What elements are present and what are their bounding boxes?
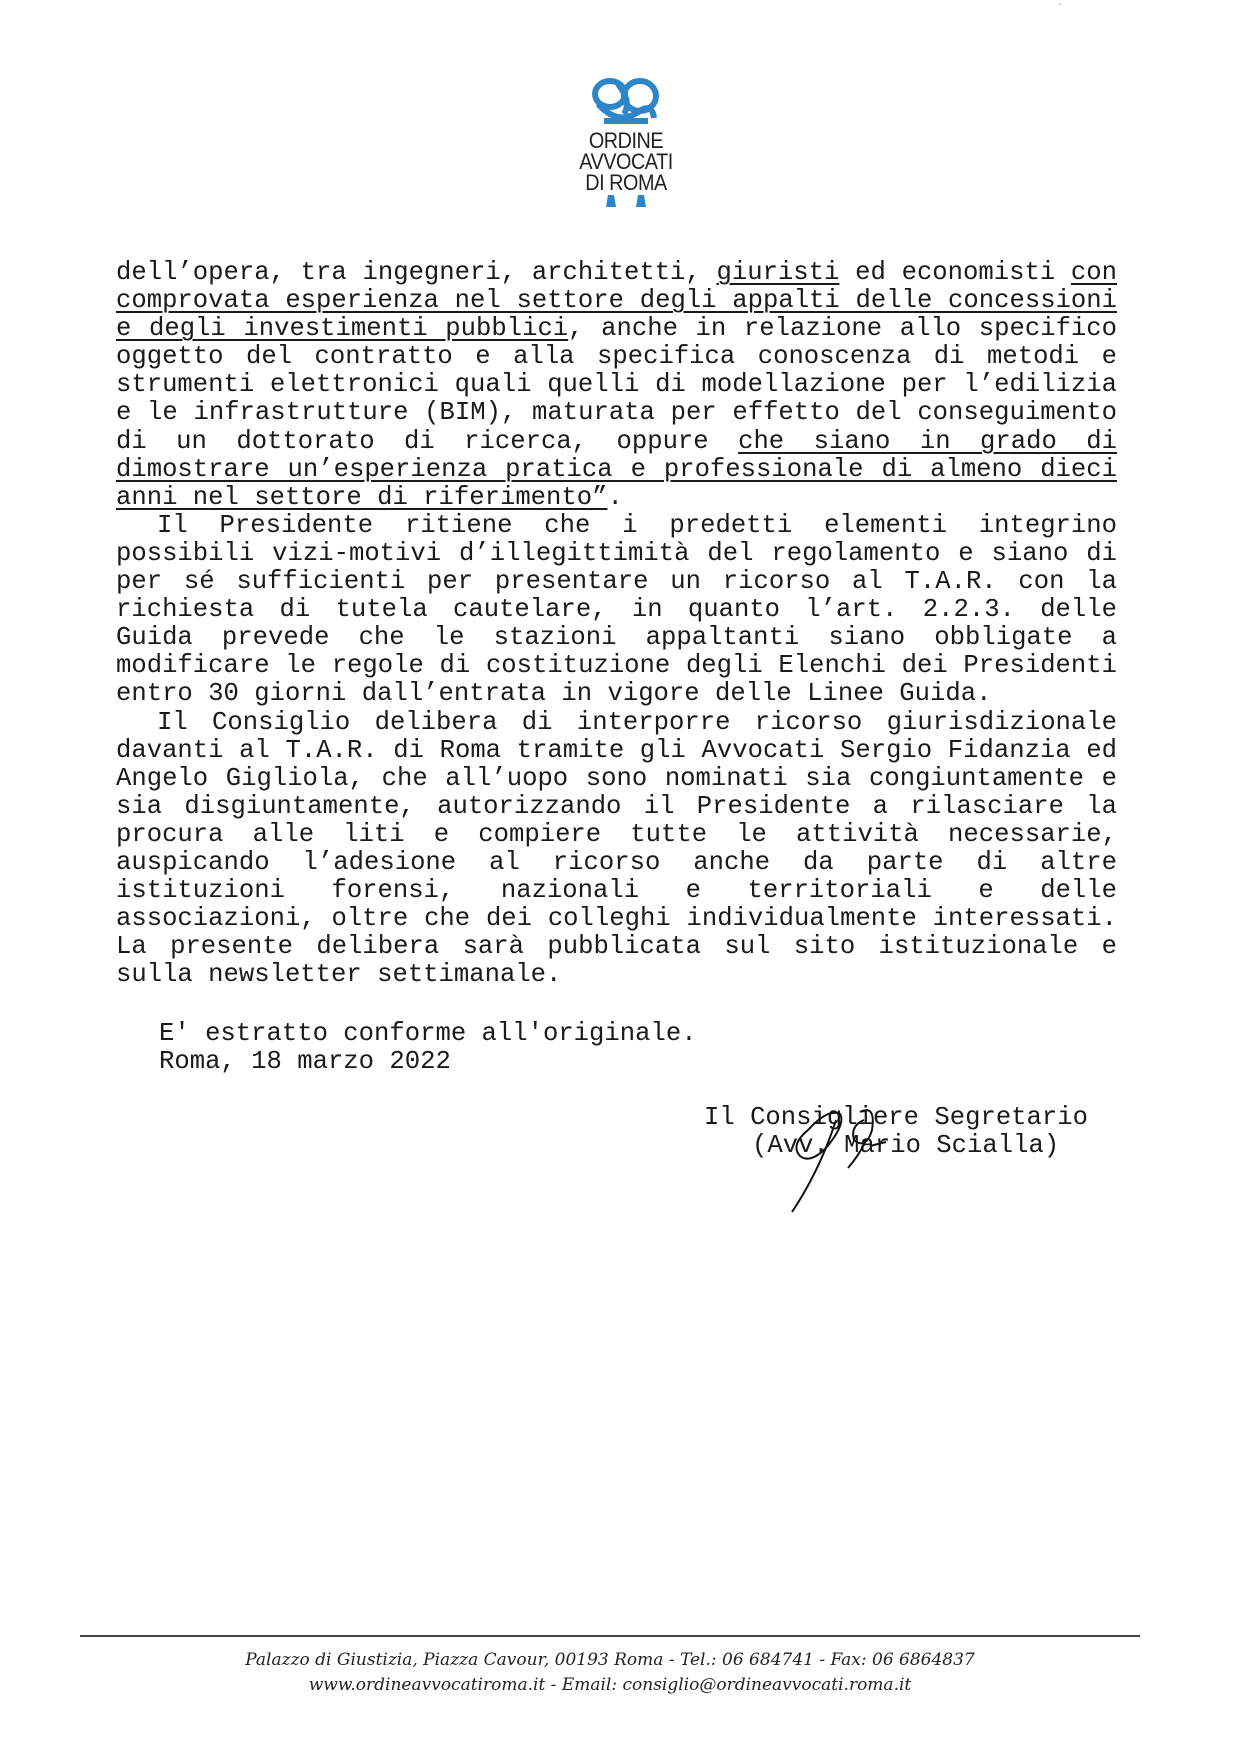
text-segment: davanti al T.A.R. di Roma tramite gli Avvocati Sergio Fidanzia ed xyxy=(116,736,1117,765)
footer-contacts: www.ordineavvocatiroma.it - Email: consiglio@ordineavvocati.roma.it xyxy=(308,1675,912,1695)
text-line xyxy=(116,821,1117,849)
text-line xyxy=(116,456,1117,484)
text-line xyxy=(116,343,1117,371)
text-segment: di un dottorato di ricerca, oppure xyxy=(116,427,739,456)
text-segment: strumenti elettronici quali quelli di modellazione per l’edilizia xyxy=(116,371,1117,400)
text-line xyxy=(116,905,1117,933)
certification-line: E' estratto conforme all'originale. xyxy=(159,1019,697,1048)
text-line xyxy=(116,568,1117,596)
text-line xyxy=(116,849,1117,877)
text-segment: possibili vizi-motivi d’illegittimità del regolamento e siano di xyxy=(116,539,1117,568)
document-body xyxy=(116,259,1117,989)
closing xyxy=(159,1020,697,1076)
text-segment: sia disgiuntamente, autorizzando il Presidente a rilasciare la xyxy=(116,792,1117,821)
text-segment: istituzioni forensi, nazionali e territoriali e delle xyxy=(116,877,1117,906)
text-segment: La presente delibera sarà pubblicata sul sito istituzionale e xyxy=(116,933,1117,962)
logo-line: ORDINE xyxy=(588,128,664,153)
place-date: Roma, 18 marzo 2022 xyxy=(159,1047,451,1077)
underlined-text: giuristi xyxy=(716,259,840,287)
text-line xyxy=(116,287,1117,315)
text-line xyxy=(116,793,1117,821)
underlined-text: comprovata esperienza nel settore degli appalti delle concessioni xyxy=(116,287,1117,316)
text-line xyxy=(116,259,1117,287)
text-segment: entro 30 giorni dall’entrata in vigore delle Linee Guida. xyxy=(116,679,992,709)
handwritten-signature xyxy=(780,1090,930,1220)
text-segment: , anche in relazione allo specifico xyxy=(568,315,1117,344)
text-line xyxy=(116,484,1117,512)
logo-line: DI ROMA xyxy=(585,170,667,195)
text-segment: procura alle liti e compiere tutte le attività necessarie, xyxy=(116,820,1117,849)
text-line xyxy=(116,428,1117,456)
scan-mark: ` xyxy=(1057,4,1064,15)
text-line xyxy=(116,877,1117,905)
text-segment: per sé sufficienti per presentare un ricorso al T.A.R. con la xyxy=(116,568,1117,597)
underlined-text: con xyxy=(1070,259,1117,287)
underlined-text: anni nel settore di riferimento” xyxy=(116,482,608,512)
text-segment: ed economisti xyxy=(839,259,1071,287)
text-line xyxy=(116,371,1117,399)
text-line xyxy=(116,596,1117,624)
text-line xyxy=(116,680,1117,708)
text-line xyxy=(116,737,1117,765)
underlined-text: che siano in grado di xyxy=(738,427,1117,456)
footer-divider xyxy=(80,1635,1140,1637)
logo-line: AVVOCATI xyxy=(579,149,673,174)
underlined-text: e degli investimenti pubblici xyxy=(116,315,569,344)
signatory-title: Il Consigliere Segretario xyxy=(704,1103,1088,1132)
text-segment: . xyxy=(607,482,623,512)
text-segment: richiesta di tutela cautelare, in quanto l’art. 2.2.3. delle xyxy=(116,596,1117,625)
text-line xyxy=(116,512,1117,540)
text-segment: associazioni, oltre che dei colleghi individualmente interessati. xyxy=(116,905,1117,934)
text-segment: Il Consiglio delibera di interporre ricorso giurisdizionale xyxy=(157,708,1117,737)
text-segment: dell’opera, tra ingegneri, architetti, xyxy=(116,259,717,287)
text-segment: auspicando l’adesione al ricorso anche da parte di altre xyxy=(116,848,1117,877)
text-segment: oggetto del contratto e alla specifica conoscenza di metodi e xyxy=(116,343,1117,372)
text-line xyxy=(116,765,1117,793)
underlined-text: dimostrare un’esperienza pratica e professionale di almeno dieci xyxy=(116,455,1117,484)
text-segment: sulla newsletter settimanale. xyxy=(116,960,562,990)
text-line xyxy=(116,315,1117,343)
knot-emblem-icon xyxy=(588,74,664,130)
text-line xyxy=(116,652,1117,680)
logo xyxy=(566,74,686,207)
text-line xyxy=(116,540,1117,568)
signatory-name: (Avv. Mario Scialla) xyxy=(752,1131,1060,1161)
footer xyxy=(80,1648,1140,1698)
text-segment: modificare le regole di costituzione degli Elenchi dei Presidenti xyxy=(116,652,1117,681)
text-line xyxy=(116,961,1117,989)
text-line xyxy=(116,933,1117,961)
text-segment: Guida prevede che le stazioni appaltanti siano obbligate a xyxy=(116,624,1117,653)
text-line xyxy=(116,624,1117,652)
footer-address: Palazzo di Giustizia, Piazza Cavour, 00193 Roma - Tel.: 06 684741 - Fax: 06 6864837 xyxy=(245,1650,975,1670)
text-segment: Il Presidente ritiene che i predetti elementi integrino xyxy=(157,511,1117,540)
text-line xyxy=(116,709,1117,737)
text-line xyxy=(116,399,1117,427)
text-segment: e le infrastrutture (BIM), maturata per effetto del conseguimento xyxy=(116,399,1117,428)
text-segment: Angelo Gigliola, che all’uopo sono nominati sia congiuntamente e xyxy=(116,764,1117,793)
columns-icon xyxy=(596,195,656,207)
